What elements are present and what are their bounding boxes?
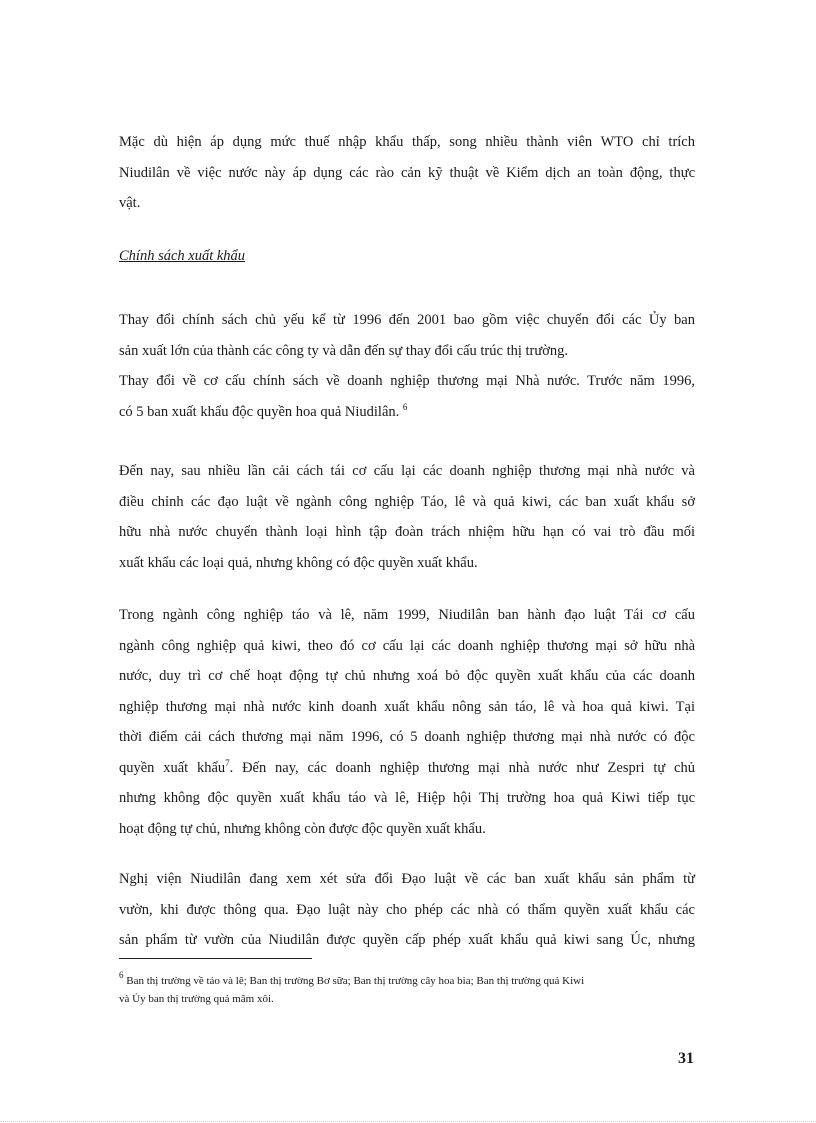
- text-line: hoạt động tự chủ, nhưng không còn được độc quyền xuất khẩu.: [119, 820, 486, 837]
- text-line: sản xuất lớn của thành các công ty và dẫn đến sự thay đổi cấu trúc thị trường.: [119, 342, 569, 359]
- footnote-ref-6[interactable]: 6: [402, 401, 408, 412]
- text-line: nước, duy trì cơ chế hoạt động tự chủ nhưng xoá bỏ độc quyền xuất khẩu của các doanh: [119, 668, 695, 684]
- line-text: có 5 ban xuất khẩu độc quyền hoa quả Niudilân.: [119, 403, 400, 420]
- text-line: hữu nhà nước chuyển thành loại hình tập đoàn trách nhiệm hữu hạn có vai trò đầu mối: [119, 524, 695, 540]
- text-line: điều chỉnh các đạo luật về ngành công nghiệp Táo, lê và quả kiwi, các ban xuất khẩu sở: [119, 493, 695, 510]
- footnote-ref-7[interactable]: 7: [225, 757, 230, 768]
- line-text: . Đến nay, các doanh nghiệp thương mại nhà nước như Zespri tự chủ: [229, 759, 695, 776]
- footnote-line: [119, 972, 695, 990]
- text-line: [119, 397, 695, 428]
- footnote-divider: [119, 958, 312, 959]
- text-line: nhưng không độc quyền xuất khẩu táo và lê, Hiệp hội Thị trường hoa quả Kiwi tiếp tục: [119, 790, 695, 806]
- paragraph-wto-criticism: [119, 127, 695, 219]
- section-heading: Chính sách xuất khẩu: [119, 248, 246, 264]
- paragraph-parliament: [119, 864, 695, 956]
- text-line: vật.: [119, 195, 141, 211]
- paragraph-apple-pear-industry: [119, 600, 695, 844]
- text-line: nghiệp thương mại nhà nước kinh doanh xuất khẩu nông sản táo, lê và hoa quả kiwi. Tại: [119, 698, 695, 715]
- text-line: Mặc dù hiện áp dụng mức thuế nhập khẩu thấp, song nhiều thành viên WTO chỉ trích: [119, 134, 695, 150]
- text-line: [119, 753, 695, 784]
- text-line: Niudilân về việc nước này áp dụng các rào cản kỹ thuật về Kiểm dịch an toàn động, thực: [119, 164, 695, 181]
- page-number: 31: [678, 1050, 694, 1067]
- text-line: Thay đổi về cơ cấu chính sách về doanh nghiệp thương mại Nhà nước. Trước năm 1996,: [119, 373, 695, 389]
- text-line: sản phẩm từ vườn của Niudilân được quyền cấp phép xuất khẩu quả kiwi sang Úc, nhưng: [119, 932, 695, 948]
- footnote-6: [119, 972, 695, 1008]
- line-text: quyền xuất khẩu: [119, 759, 226, 776]
- footnote-line: và Ủy ban thị trường quả mâm xôi.: [119, 993, 274, 1005]
- text-line: Trong ngành công nghiệp táo và lê, năm 1999, Niudilân ban hành đạo luật Tái cơ cấu: [119, 607, 695, 623]
- footnote-text: Ban thị trường về táo và lê; Ban thị trường Bơ sữa; Ban thị trường cây hoa bia; Ban thị trường quả Kiwi: [126, 975, 585, 987]
- page-bottom-border: [0, 1121, 816, 1122]
- text-line: vườn, khi được thông qua. Đạo luật này cho phép các nhà có thẩm quyền xuất khẩu các: [119, 901, 695, 918]
- text-line: ngành công nghiệp quả kiwi, theo đó cơ cấu lại các doanh nghiệp thương mại sở hữu nhà: [119, 637, 695, 654]
- paragraph-policy-changes: [119, 305, 695, 427]
- text-line: thời điểm cải cách thương mại năm 1996, có 5 doanh nghiệp thương mại nhà nước có độc: [119, 729, 695, 745]
- text-line: Đến nay, sau nhiều lần cải cách tái cơ cấu lại các doanh nghiệp thương mại nhà nước và: [119, 463, 695, 479]
- text-line: Thay đổi chính sách chủ yếu kể từ 1996 đến 2001 bao gồm việc chuyển đổi các Ủy ban: [119, 312, 695, 328]
- paragraph-restructuring: [119, 456, 695, 578]
- text-line: Nghị viện Niudilân đang xem xét sửa đổi Đạo luật về các ban xuất khẩu sản phẩm từ: [119, 871, 695, 887]
- footnote-number: 6: [119, 970, 124, 980]
- text-line: xuất khẩu các loại quả, nhưng không có độc quyền xuất khẩu.: [119, 554, 478, 571]
